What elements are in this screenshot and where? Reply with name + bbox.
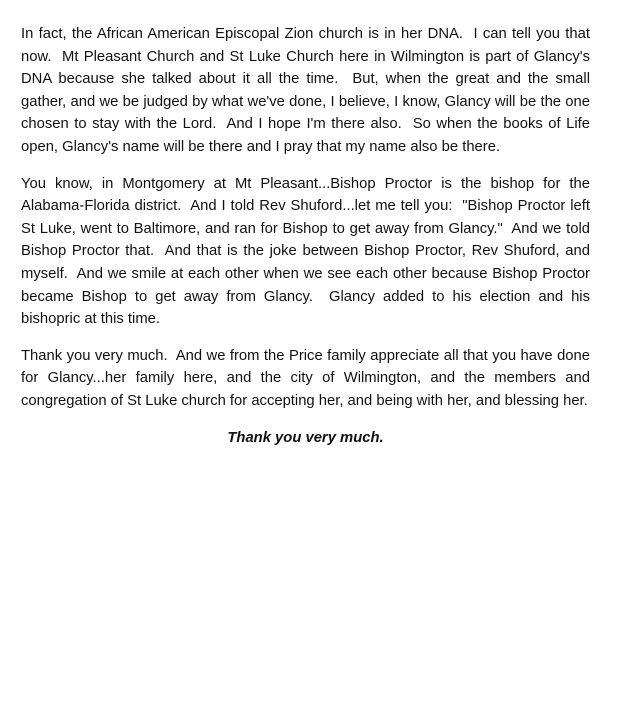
paragraph-dna: In fact, the African American Episcopal Zion church is in her DNA. I can tell you that now. Mt Pleasant Church and St Luke Church here in Wilmington is part of Glancy's DNA because she talked about it all the time. But, when the great and the small gather, and we be judged by what we've done, I believe, I know, Glancy will be the one chosen to stay with the Lord. And I hope I'm there also. So when the books of Life open, Glancy's name will be there and I pray that my name also be there.: [21, 26, 595, 155]
paragraph-thanks-family: Thank you very much. And we from the Price family appreciate all that you have done for Glancy...her family here, and the city of Wilmington, and the members and congregation of St Luke church for accepting her, and being with her, and blessing her.: [21, 347, 595, 409]
paragraph-bishop-proctor: You know, in Montgomery at Mt Pleasant...Bishop Proctor is the bishop for the Alabama-Florida district. And I told Rev Shuford...let me tell you: "Bishop Proctor left St Luke, went to Baltimore, and ran for Bishop to get away from Glancy." And we told Bishop Proctor that. And that is the joke between Bishop Proctor, Rev Shuford, and myself. And we smile at each other when we see each other because Bishop Proctor became Bishop to get away from Glancy. Glancy added to his election and his bishopric at this time.: [21, 175, 595, 328]
closing-line: Thank you very much.: [227, 429, 384, 446]
document-page: [21, 23, 595, 449]
